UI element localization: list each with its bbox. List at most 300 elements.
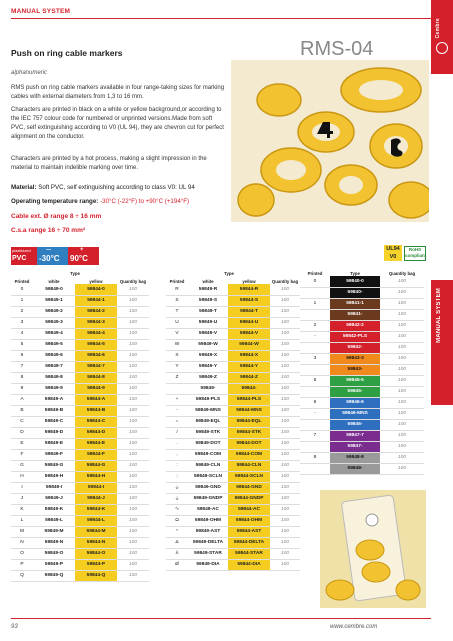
cell-white: 59849-W (188, 339, 228, 350)
cell-qty: 100 (270, 526, 300, 537)
cell-printed (300, 342, 330, 353)
table-row (11, 339, 149, 350)
cell-white: 59849-E (33, 438, 75, 449)
cell-yellow: 59844-4 (75, 328, 117, 339)
cell-qty: 100 (380, 386, 424, 397)
cell-qty: 100 (270, 427, 300, 438)
cell-qty: 100 (270, 548, 300, 559)
cell-printed: ∿ (166, 504, 188, 515)
cell-white: 59849-H (33, 471, 75, 482)
cell-white: 59849-G (33, 460, 75, 471)
cell-yellow: 59844-SCLN (228, 471, 270, 482)
cell-yellow: 59844-6 (75, 350, 117, 361)
cell-white: 59849-GNDP (188, 493, 228, 504)
cell-white: 59849-STAR (188, 548, 228, 559)
cell-qty: 100 (117, 570, 149, 581)
cell-printed: M (11, 526, 33, 537)
table-row (11, 295, 149, 306)
table-row (300, 364, 424, 375)
table-row (166, 526, 300, 537)
cell-qty: 100 (270, 471, 300, 482)
cell-yellow: 59844-8 (75, 372, 117, 383)
table-row (11, 383, 149, 394)
cell-white: 59849-T (188, 306, 228, 317)
cell-white: 59849-DELTA (188, 537, 228, 548)
cell-printed: ⏚ (166, 493, 188, 504)
cell-printed: L (11, 515, 33, 526)
table-row (166, 405, 300, 416)
table-row (300, 309, 424, 320)
cell-qty: 100 (380, 298, 424, 309)
cell-printed: 2 (300, 320, 330, 331)
cell-printed: ⅄ (166, 548, 188, 559)
footer-url: www.cembre.com (330, 624, 378, 630)
cell-printed: 0 (11, 284, 33, 295)
cell-printed: B (11, 405, 33, 416)
header-rule (11, 18, 431, 19)
col-type: Type (350, 271, 360, 276)
cell-qty: 100 (117, 471, 149, 482)
cell-qty: 100 (117, 460, 149, 471)
table-row (11, 559, 149, 570)
cell-yellow: 59844-E (75, 438, 117, 449)
cell-white: 59849-Z (188, 372, 228, 383)
cell-white: 59849-6 (33, 350, 75, 361)
cell-yellow: 59844-D (75, 427, 117, 438)
cell-white: 59849-8 (33, 372, 75, 383)
table-row (11, 361, 149, 372)
table-row (11, 427, 149, 438)
brand-logo (431, 0, 453, 74)
cell-white: 59849-GND (188, 482, 228, 493)
cell-yellow: 59844-L (75, 515, 117, 526)
cell-printed (300, 463, 330, 474)
cell-printed: E (11, 438, 33, 449)
cell-printed (300, 419, 330, 430)
cell-printed: J (11, 493, 33, 504)
table-row (166, 284, 300, 295)
cell-yellow: 59844-9 (75, 383, 117, 394)
cell-qty: 100 (117, 427, 149, 438)
col-printed: Printed (14, 279, 30, 284)
table-row (11, 570, 149, 581)
cell-qty: 100 (117, 449, 149, 460)
cell-printed: - (300, 408, 330, 419)
cell-yellow: 59844-DOT (228, 438, 270, 449)
cell-qty: 100 (117, 504, 149, 515)
cell-printed: - (166, 405, 188, 416)
cell-printed: 1 (11, 295, 33, 306)
cell-yellow: 59844-B (75, 405, 117, 416)
table-row (166, 493, 300, 504)
cell-white: 59849-2 (33, 306, 75, 317)
col-qty: Quantity bag (271, 279, 299, 284)
cell-printed: 1 (300, 298, 330, 309)
hot-temp-badge: + 90°C (68, 247, 99, 265)
paragraph-3: Characters are printed by a hot process, making a slight impression in the material to maintain indelible marking over time. (11, 156, 207, 171)
brand-name: Cembre (435, 18, 441, 39)
table-row (166, 372, 300, 383)
table-row (166, 416, 300, 427)
cell-qty: 100 (270, 372, 300, 383)
pvc-badge: plasticized PVC (11, 247, 37, 265)
cell-printed: D (11, 427, 33, 438)
cell-printed: X (166, 350, 188, 361)
table-row (300, 298, 424, 309)
cell-printed: A (11, 394, 33, 405)
page-header (0, 0, 453, 39)
table-row (166, 471, 300, 482)
cell-yellow: 59844-1 (75, 295, 117, 306)
cell-qty: 100 (270, 537, 300, 548)
cell-qty: 100 (270, 482, 300, 493)
table-row (300, 353, 424, 364)
cell-type: 59846-6 (330, 397, 380, 408)
cell-qty: 100 (270, 559, 300, 570)
cell-white: 59849-0 (33, 284, 75, 295)
cell-qty: 100 (270, 504, 300, 515)
table-row (166, 394, 300, 405)
table-row (166, 328, 300, 339)
cell-printed: ⏚ (166, 482, 188, 493)
cell-white: 59849-9 (33, 383, 75, 394)
cell-qty: 100 (380, 452, 424, 463)
section-range: C.s.a range 16 ÷ 70 mm² (11, 227, 86, 234)
cell-yellow: 59844-H (75, 471, 117, 482)
cell-printed: Z (166, 372, 188, 383)
table-row (166, 350, 300, 361)
cell-yellow: 59844-5 (75, 339, 117, 350)
cell-type: 59848- (330, 463, 380, 474)
cell-yellow: 59844-M (75, 526, 117, 537)
cell-printed: ; (166, 471, 188, 482)
table-row (11, 350, 149, 361)
table-row (166, 559, 300, 570)
cell-type: 59841- (330, 309, 380, 320)
cell-qty: 100 (380, 276, 424, 287)
cell-printed: K (11, 504, 33, 515)
cell-printed: 4 (11, 328, 33, 339)
markers-table-1 (11, 268, 149, 582)
table-row (166, 427, 300, 438)
cell-type: 59843- (330, 364, 380, 375)
table-row (11, 548, 149, 559)
cell-qty: 100 (117, 328, 149, 339)
table-row (300, 441, 424, 452)
paragraph-2: Characters are printed in black on a white or yellow background,or according to the IEC 757 colour code for numbered or unprinted versions.Made from soft PVC, self extinguishing according to V0 (UL 94), they are chevron cut for perfect alignment on the conductor. (11, 107, 224, 140)
cell-printed: * (166, 526, 188, 537)
cell-qty: 100 (270, 449, 300, 460)
col-white: white (202, 279, 214, 284)
cell-white: 59849-DIA (188, 559, 228, 570)
table-row (11, 515, 149, 526)
cell-white: 59849-Y (188, 361, 228, 372)
cell-type: 59848-8 (330, 452, 380, 463)
table-row (11, 328, 149, 339)
table-row (166, 317, 300, 328)
cell-printed (300, 386, 330, 397)
material-line: Material: Soft PVC, self extinguishing according to class V0: UL 94 (11, 184, 195, 191)
table-row (300, 276, 424, 287)
cell-printed (300, 287, 330, 298)
col-qty: Quantity bag (388, 271, 416, 276)
col-type: Type (224, 271, 234, 276)
cell-printed: 8 (11, 372, 33, 383)
table-row (300, 463, 424, 474)
cell-yellow: 59844-GND (228, 482, 270, 493)
cell-yellow: 59844-P (75, 559, 117, 570)
table-row (166, 482, 300, 493)
cell-yellow: 59844-AST (228, 526, 270, 537)
page-number: 93 (11, 624, 18, 630)
table-row (11, 471, 149, 482)
table-row (11, 438, 149, 449)
cell-qty: 100 (117, 537, 149, 548)
col-type: Type (70, 271, 80, 276)
cell-printed: / (166, 427, 188, 438)
cell-yellow: 59844-I (75, 482, 117, 493)
cell-printed: 5 (11, 339, 33, 350)
table-row (11, 284, 149, 295)
cold-temp-badge: — -30°C (37, 247, 68, 265)
cell-yellow: 59844-STAR (228, 548, 270, 559)
cell-qty: 100 (117, 350, 149, 361)
cell-white: 59849-SCLN (188, 471, 228, 482)
product-photo (231, 60, 429, 222)
table-row (166, 548, 300, 559)
cell-qty: 100 (117, 515, 149, 526)
cell-yellow: 59844-N (75, 537, 117, 548)
cell-printed: 9 (11, 383, 33, 394)
cell-yellow: 59844-K (75, 504, 117, 515)
cell-printed: P (11, 559, 33, 570)
cell-yellow: 59844-DELTA (228, 537, 270, 548)
cell-yellow: 59844-W (228, 339, 270, 350)
cell-qty: 100 (380, 441, 424, 452)
cell-yellow: 59844-S (228, 295, 270, 306)
table-row (300, 342, 424, 353)
cell-qty: 100 (380, 331, 424, 342)
cell-printed: F (11, 449, 33, 460)
cell-white: 59849-M (33, 526, 75, 537)
cell-printed: C (11, 416, 33, 427)
brand-circle-icon (436, 42, 448, 54)
table-row (11, 416, 149, 427)
cell-white: 59849-EQL (188, 416, 228, 427)
cell-white: 59849-D (33, 427, 75, 438)
cell-qty: 100 (117, 526, 149, 537)
cell-white: 59849-AC (188, 504, 228, 515)
cell-white: 59849-4 (33, 328, 75, 339)
cell-yellow: 59844-Z (228, 372, 270, 383)
cell-printed (300, 309, 330, 320)
cell-qty: 100 (380, 430, 424, 441)
cell-qty: 100 (270, 460, 300, 471)
cell-qty: 100 (117, 284, 149, 295)
product-code: RMS-04 (300, 38, 374, 60)
cell-white: 59849-Q (33, 570, 75, 581)
cell-printed: 7 (11, 361, 33, 372)
operating-temp-line: Operating temperature range: -30°C (-22°F) to +90°C (+194°F) (11, 198, 190, 205)
table-row (166, 339, 300, 350)
table-row (300, 386, 424, 397)
cell-printed (166, 383, 188, 394)
cell-yellow: 59844-EQL (228, 416, 270, 427)
table-row (11, 460, 149, 471)
cell-white: 59849-R (188, 284, 228, 295)
cell-qty: 100 (270, 493, 300, 504)
cell-yellow: 59844-J (75, 493, 117, 504)
cell-white: 59849-F (33, 449, 75, 460)
cell-yellow: 59844-COM (228, 449, 270, 460)
cell-type: 59845-5 (330, 375, 380, 386)
table-row (11, 372, 149, 383)
cell-type: 59841-1 (330, 298, 380, 309)
cell-white: 59849-CLN (188, 460, 228, 471)
cell-printed: S (166, 295, 188, 306)
cell-qty: 100 (117, 493, 149, 504)
cell-printed: W (166, 339, 188, 350)
table-row (11, 537, 149, 548)
cell-white: 59849-V (188, 328, 228, 339)
cell-printed: R (166, 284, 188, 295)
cell-qty: 100 (270, 317, 300, 328)
cell-qty: 100 (380, 375, 424, 386)
side-band: MANUAL SYSTEM (431, 280, 453, 405)
cell-printed: - (300, 331, 330, 342)
cell-yellow: 59844-C (75, 416, 117, 427)
cell-qty: 100 (270, 383, 300, 394)
cell-qty: 100 (117, 383, 149, 394)
cell-qty: 100 (117, 482, 149, 493)
cell-printed: Ω (166, 515, 188, 526)
system-label: MANUAL SYSTEM (11, 8, 71, 15)
cell-type: 59847- (330, 441, 380, 452)
cell-yellow: 59844-7 (75, 361, 117, 372)
cell-printed: 5 (300, 375, 330, 386)
cell-printed: O (11, 548, 33, 559)
cell-printed: 0 (300, 276, 330, 287)
cell-type: 59842- (330, 342, 380, 353)
table-row (166, 306, 300, 317)
cell-qty: 100 (270, 515, 300, 526)
cell-qty: 100 (380, 463, 424, 474)
cell-printed: G (11, 460, 33, 471)
cell-yellow: 59844-Y (228, 361, 270, 372)
cell-white: 59849-P (33, 559, 75, 570)
cell-yellow: 59844-OHM (228, 515, 270, 526)
table-row (11, 504, 149, 515)
cell-printed (300, 441, 330, 452)
cell-type: 59846- (330, 419, 380, 430)
markers-table-2 (166, 268, 300, 571)
cell-white: 59849-K (33, 504, 75, 515)
product-bag-photo (320, 490, 426, 608)
cell-qty: 100 (270, 438, 300, 449)
cable-range: Cable ext. Ø range 8 ÷ 16 mm (11, 213, 102, 220)
cell-yellow: 59844-STK (228, 427, 270, 438)
cell-white: 59849-C (33, 416, 75, 427)
table-row (166, 295, 300, 306)
table-row (166, 460, 300, 471)
cell-printed: 6 (11, 350, 33, 361)
cell-white: 59849-I (33, 482, 75, 493)
cell-white: 59849-L (33, 515, 75, 526)
cell-white: 59849-OHM (188, 515, 228, 526)
rohs-badge: RoHS compliant (404, 246, 426, 261)
col-yellow: yellow (242, 279, 256, 284)
cell-white: 59849-O (33, 548, 75, 559)
table-row (300, 320, 424, 331)
cell-type: 59840- (330, 287, 380, 298)
table-row (166, 537, 300, 548)
col-qty: Quantity bag (119, 279, 147, 284)
cell-white: 59849-1 (33, 295, 75, 306)
cell-white: 59849-S (188, 295, 228, 306)
cell-qty: 100 (380, 309, 424, 320)
cell-yellow: 59844-PLS (228, 394, 270, 405)
cell-yellow: 59844-0 (75, 284, 117, 295)
markers-table-3 (300, 268, 424, 475)
cell-type: 59845- (330, 386, 380, 397)
col-printed: Printed (307, 271, 323, 276)
cell-yellow: 59844-R (228, 284, 270, 295)
cell-printed: Q (11, 570, 33, 581)
cell-printed: H (11, 471, 33, 482)
cell-yellow: 59844-MNS (228, 405, 270, 416)
cell-printed: 3 (300, 353, 330, 364)
cell-printed: N (11, 537, 33, 548)
cell-yellow: 59844-Q (75, 570, 117, 581)
cell-qty: 100 (380, 408, 424, 419)
cell-type: 59842-2 (330, 320, 380, 331)
cell-qty: 100 (380, 364, 424, 375)
cell-qty: 100 (117, 394, 149, 405)
table-row (166, 438, 300, 449)
table-row (11, 306, 149, 317)
col-printed: Printed (169, 279, 185, 284)
cell-white: 59849-U (188, 317, 228, 328)
cell-yellow: 59844-3 (75, 317, 117, 328)
cell-yellow: 59844-DIA (228, 559, 270, 570)
cell-yellow: 59844-V (228, 328, 270, 339)
cell-qty: 100 (270, 339, 300, 350)
cell-printed: = (166, 416, 188, 427)
cell-printed: Δ (166, 537, 188, 548)
cell-white: 59849-B (33, 405, 75, 416)
cell-white: 59849-PLS (188, 394, 228, 405)
table-row (166, 515, 300, 526)
cell-qty: 100 (117, 372, 149, 383)
cell-white: 59849-DOT (188, 438, 228, 449)
cell-printed: T (166, 306, 188, 317)
cell-yellow: 59844-T (228, 306, 270, 317)
cell-qty: 100 (380, 353, 424, 364)
cell-printed: 2 (11, 306, 33, 317)
cell-type: 59847-7 (330, 430, 380, 441)
cell-qty: 100 (117, 339, 149, 350)
cell-qty: 100 (380, 342, 424, 353)
ul94-badge: UL94 V0 (384, 245, 402, 261)
cell-printed: + (166, 394, 188, 405)
cell-yellow: 59844-2 (75, 306, 117, 317)
table-row (300, 375, 424, 386)
cell-white: 59849-MNS (188, 405, 228, 416)
cell-qty: 100 (117, 317, 149, 328)
cell-qty: 100 (270, 361, 300, 372)
table-row (300, 452, 424, 463)
table-row (11, 449, 149, 460)
